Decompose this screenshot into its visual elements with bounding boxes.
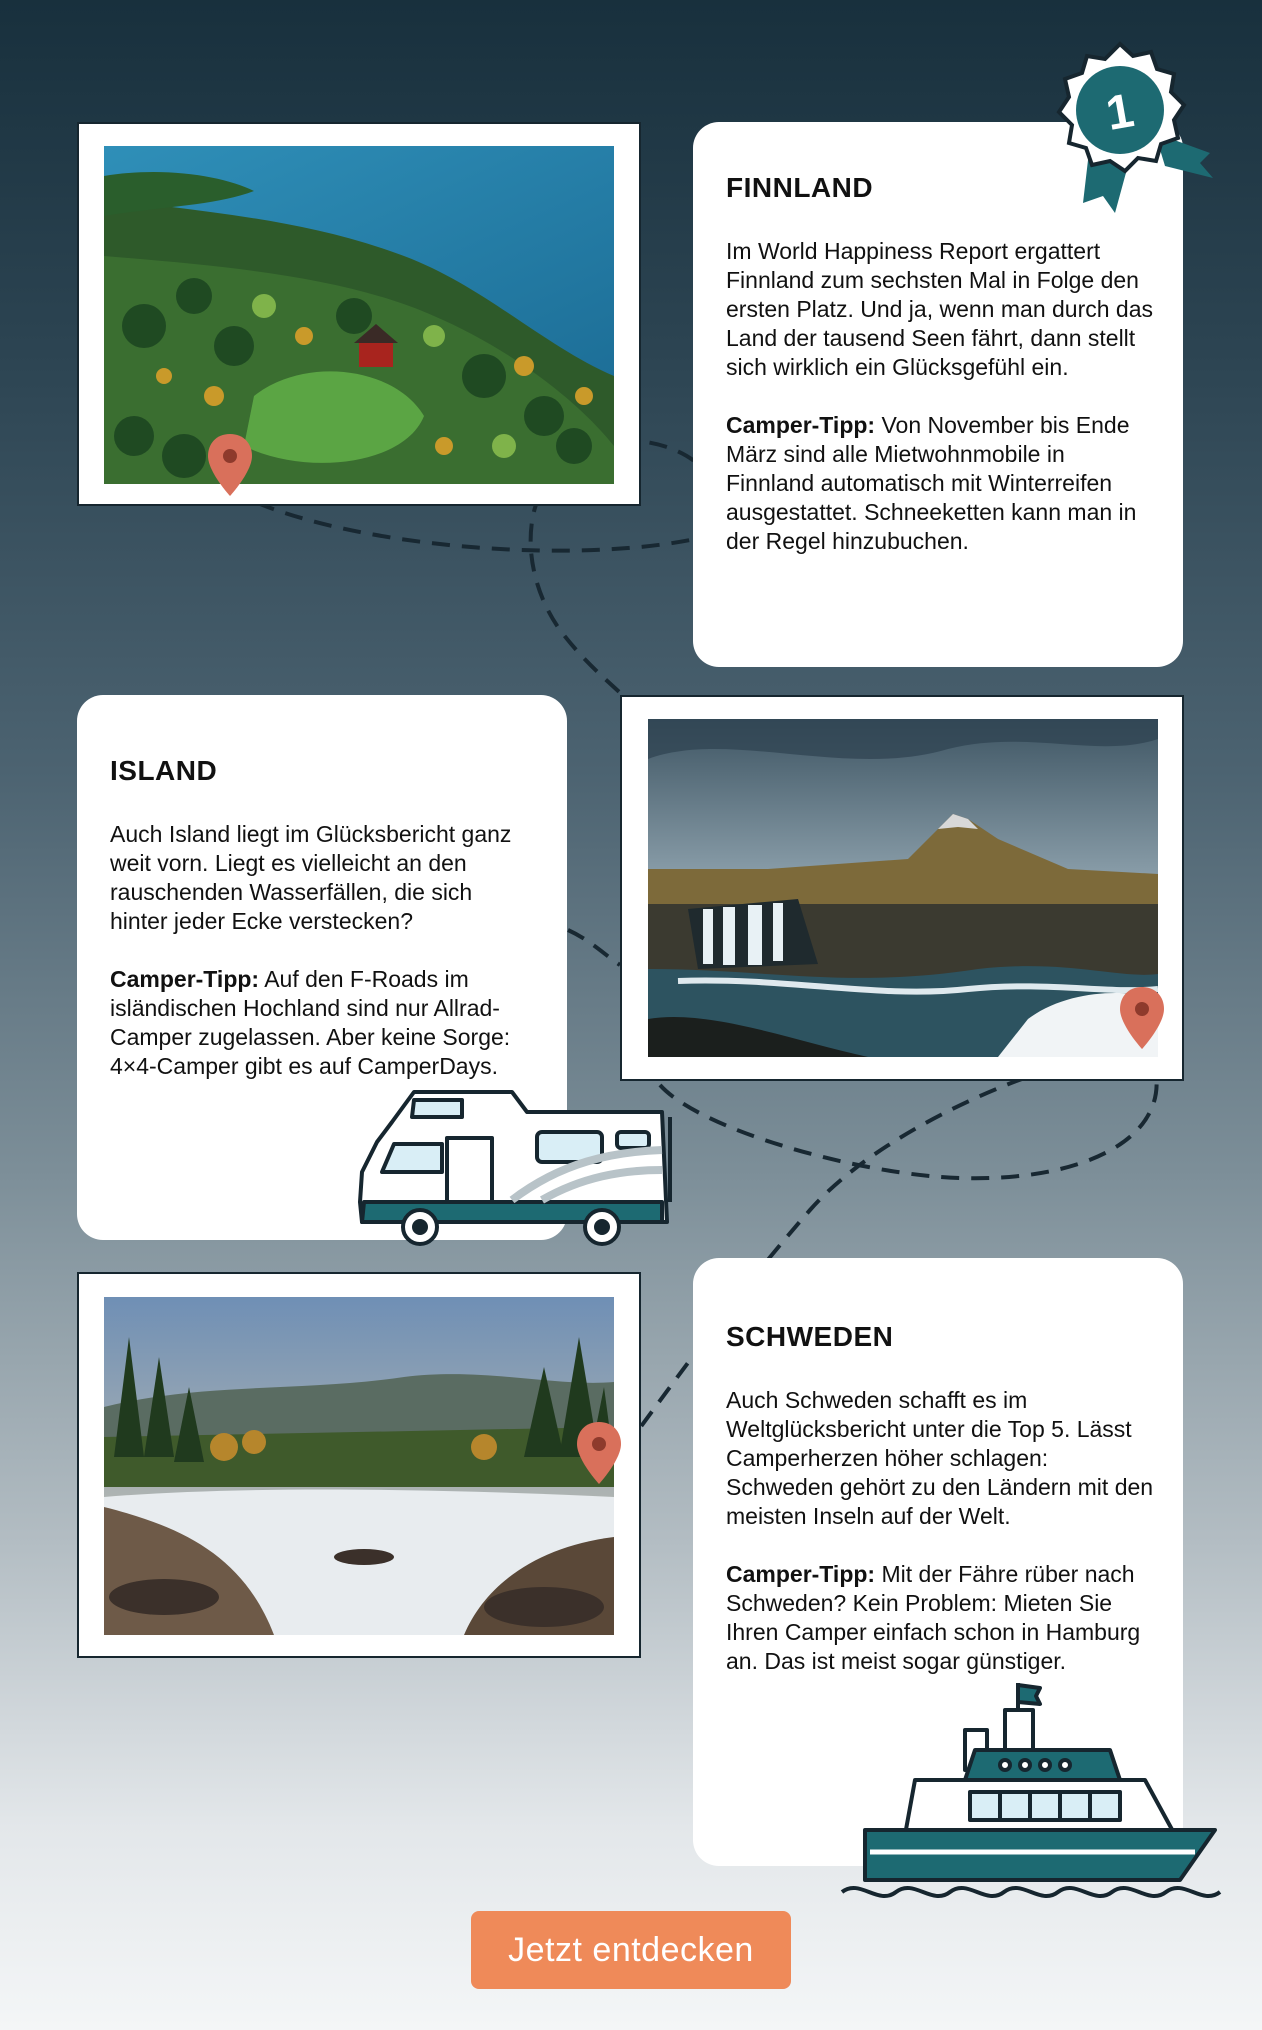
photo-frame-finland	[77, 122, 641, 506]
cta-button[interactable]: Jetzt entdecken	[471, 1911, 791, 1989]
photo-frame-schweden	[77, 1272, 641, 1658]
ferry-ship-icon	[840, 1680, 1235, 1905]
country-description: Auch Island liegt im Glücksbericht ganz weit vorn. Liegt es vielleicht an den rauschenden Wasserfällen, die sich hinter jeder Ecke verstecken?	[110, 821, 512, 934]
photo-frame-island	[620, 695, 1184, 1081]
country-text	[726, 1386, 1156, 1705]
camper-tip-text: Von November bis Ende März sind alle Mietwohnmobile in Finnland automatisch mit Winterreifen ausgestattet. Schneeketten kann man in der Regel hinzubuchen.	[726, 412, 1137, 554]
finland-lake-forest-photo	[104, 146, 614, 484]
camper-tip	[110, 965, 530, 1081]
sweden-river-rapids-photo	[104, 1297, 614, 1635]
rosette-badge-icon	[1045, 38, 1215, 218]
country-description: Im World Happiness Report ergattert Finnland zum sechsten Mal in Folge den ersten Platz. Und ja, wenn man durch das Land der tausend Seen fährt, dann stellt sich wirklich ein Glücksgefühl ein.	[726, 238, 1154, 380]
country-text	[110, 820, 530, 1110]
camper-tip-label: Camper-Tipp:	[110, 966, 260, 992]
camper-tip	[726, 1560, 1156, 1676]
country-title: ISLAND	[110, 755, 218, 786]
map-pin-icon	[1118, 985, 1166, 1053]
country-title: FINNLAND	[726, 172, 874, 203]
camper-tip-label: Camper-Tipp:	[726, 1561, 876, 1587]
camper-tip-text: Mit der Fähre rüber nach Schweden? Kein Problem: Mieten Sie Ihren Camper einfach schon in Hamburg an. Das ist meist sogar günstiger.	[726, 1561, 1141, 1674]
badge-rank: 1	[1102, 84, 1138, 141]
camper-van-icon	[352, 1082, 677, 1250]
map-pin-icon	[575, 1420, 623, 1488]
camper-tip-label: Camper-Tipp:	[726, 412, 876, 438]
country-description: Auch Schweden schafft es im Weltglücksbericht unter die Top 5. Lässt Camperherzen höher schlagen: Schweden gehört zu den Ländern mit den meisten Inseln auf der Welt.	[726, 1387, 1154, 1529]
camper-tip-text: Auf den F-Roads im isländischen Hochland sind nur Allrad-Camper zugelassen. Aber keine Sorge: 4×4-Camper gibt es auf CamperDays.	[110, 966, 511, 1079]
country-title: SCHWEDEN	[726, 1321, 894, 1352]
camper-tip	[726, 411, 1156, 556]
country-text	[726, 237, 1156, 585]
map-pin-icon	[206, 432, 254, 500]
iceland-waterfall-mountain-photo	[648, 719, 1158, 1057]
